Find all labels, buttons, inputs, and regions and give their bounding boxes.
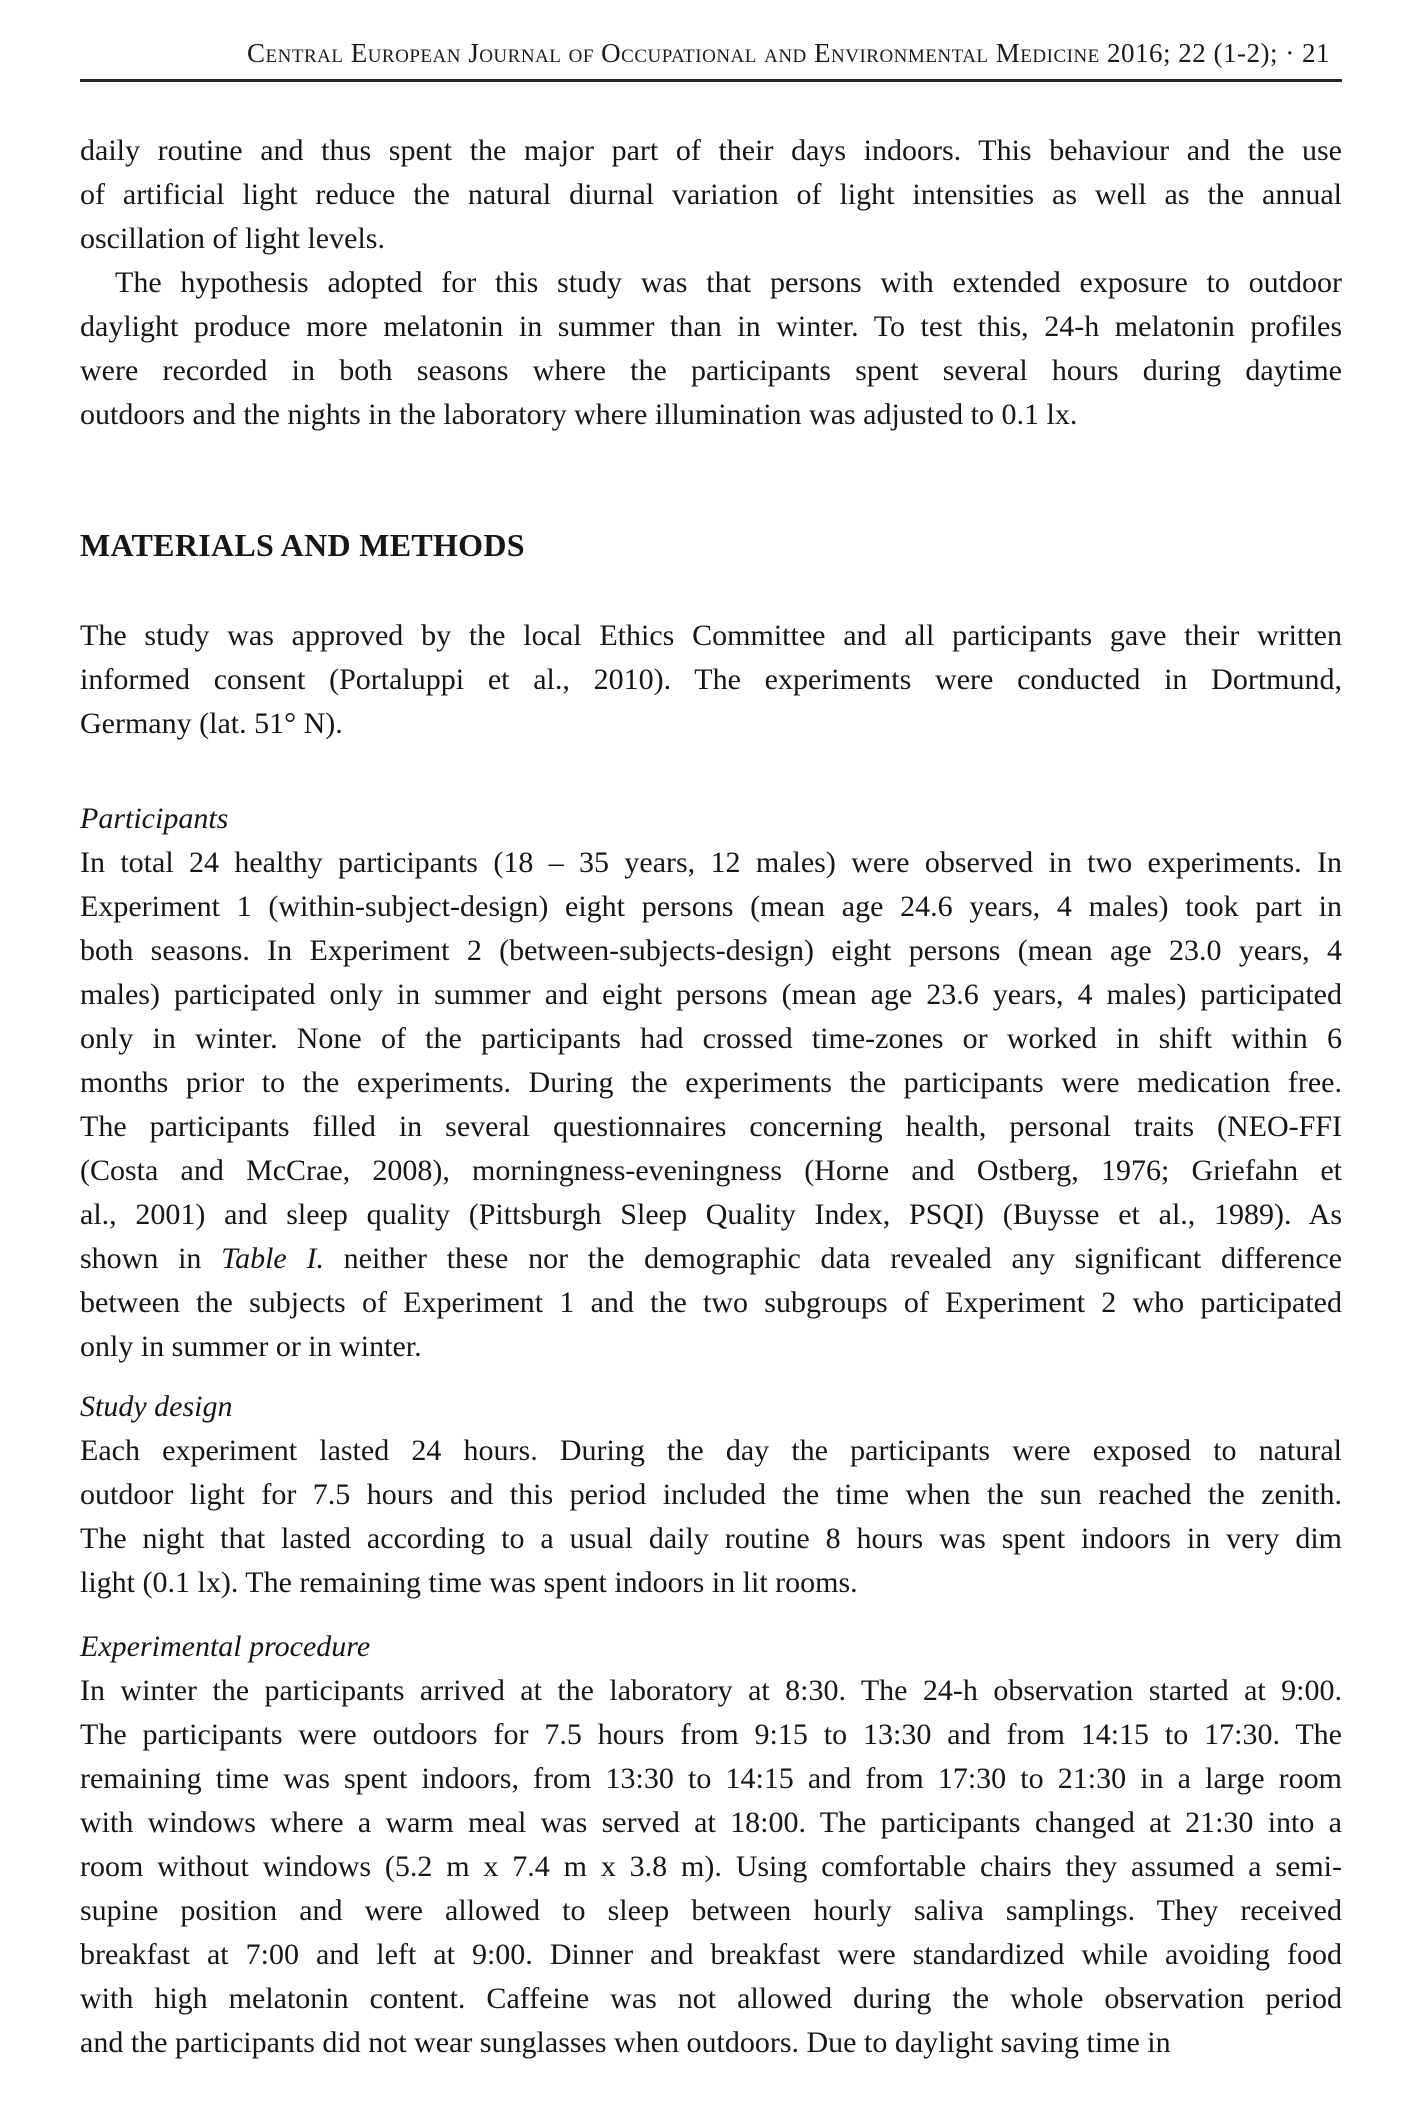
text-line: outdoor light for 7.5 hours and this period included the time when the sun reached the zenith. [80,1478,1342,1511]
text-line: The study was approved by the local Ethics Committee and all participants gave their written [80,619,1342,652]
paragraph-participants [80,841,1342,1369]
text-line: remaining time was spent indoors, from 13:30 to 14:15 and from 17:30 to 21:30 in a large room [80,1762,1342,1795]
text-line: of artificial light reduce the natural diurnal variation of light intensities as well as the annual [80,178,1342,211]
text-line: daily routine and thus spent the major part of their days indoors. This behaviour and the use [80,134,1342,167]
paragraph-study-design [80,1429,1342,1605]
text-line: only in summer or in winter. [80,1330,422,1363]
text-line: between the subjects of Experiment 1 and the two subgroups of Experiment 2 who participated [80,1286,1342,1319]
text-line: males) participated only in summer and eight persons (mean age 23.6 years, 4 males) participated [80,978,1342,1011]
page-body [80,129,1342,2065]
text-line: The participants were outdoors for 7.5 hours from 9:15 to 13:30 and from 14:15 to 17:30. The [80,1718,1342,1751]
text-line: shown in Table I. neither these nor the demographic data revealed any significant difference [80,1242,1342,1275]
text-line: daylight produce more melatonin in summer than in winter. To test this, 24-h melatonin profiles [80,310,1342,343]
text-line: supine position and were allowed to sleep between hourly saliva samplings. They received [80,1894,1342,1927]
text-line: with high melatonin content. Caffeine was not allowed during the whole observation period [80,1982,1342,2015]
text-line: The participants filled in several questionnaires concerning health, personal traits (NEO-FFI [80,1110,1342,1143]
text-line: oscillation of light levels. [80,222,385,255]
text-line: both seasons. In Experiment 2 (between-subjects-design) eight persons (mean age 23.0 years, 4 [80,934,1342,967]
paragraph-hypothesis [80,261,1342,437]
text-line: Experiment 1 (within-subject-design) eight persons (mean age 24.6 years, 4 males) took part in [80,890,1342,923]
text-line: In winter the participants arrived at the laboratory at 8:30. The 24-h observation started at 9:00. [80,1674,1342,1707]
text-line: with windows where a warm meal was served at 18:00. The participants changed at 21:30 into a [80,1806,1342,1839]
paragraph-daily-routine [80,129,1342,261]
text-line: In total 24 healthy participants (18 – 35 years, 12 males) were observed in two experiments. In [80,846,1342,879]
text-line: Germany (lat. 51° N). [80,707,343,740]
text-line: room without windows (5.2 m x 7.4 m x 3.8 m). Using comfortable chairs they assumed a semi- [80,1850,1342,1883]
text-line: al., 2001) and sleep quality (Pittsburgh Sleep Quality Index, PSQI) (Buysse et al., 1989). As [80,1198,1342,1231]
header-rule [80,79,1342,82]
text-line: The night that lasted according to a usual daily routine 8 hours was spent indoors in very dim [80,1522,1342,1555]
paragraph-ethics-approval [80,614,1342,746]
text-line: only in winter. None of the participants had crossed time-zones or worked in shift within 6 [80,1022,1342,1055]
text-line: and the participants did not wear sunglasses when outdoors. Due to daylight saving time in [80,2026,1171,2059]
text-line: informed consent (Portaluppi et al., 2010). The experiments were conducted in Dortmund, [80,663,1342,696]
text-line: were recorded in both seasons where the participants spent several hours during daytime [80,354,1342,387]
text-line: months prior to the experiments. During the experiments the participants were medication free. [80,1066,1342,1099]
text-line: light (0.1 lx). The remaining time was spent indoors in lit rooms. [80,1566,858,1599]
text-line: The hypothesis adopted for this study was that persons with extended exposure to outdoor [115,266,1342,299]
text-line: breakfast at 7:00 and left at 9:00. Dinner and breakfast were standardized while avoiding food [80,1938,1342,1971]
text-line: Each experiment lasted 24 hours. During the day the participants were exposed to natural [80,1434,1342,1467]
section-heading-materials-and-methods: MATERIALS AND METHODS [80,527,525,563]
paragraph-experimental-procedure [80,1669,1342,2065]
subsection-heading-participants: Participants [80,802,229,835]
subsection-heading-experimental-procedure: Experimental procedure [80,1630,371,1663]
subsection-heading-study-design: Study design [80,1390,233,1423]
text-line: outdoors and the nights in the laboratory where illumination was adjusted to 0.1 lx. [80,398,1078,431]
running-head: Central European Journal of Occupational and Environmental Medicine 2016; 22 (1-2); · 21 [247,38,1330,68]
text-line: (Costa and McCrae, 2008), morningness-eveningness (Horne and Ostberg, 1976; Griefahn et [80,1154,1342,1187]
